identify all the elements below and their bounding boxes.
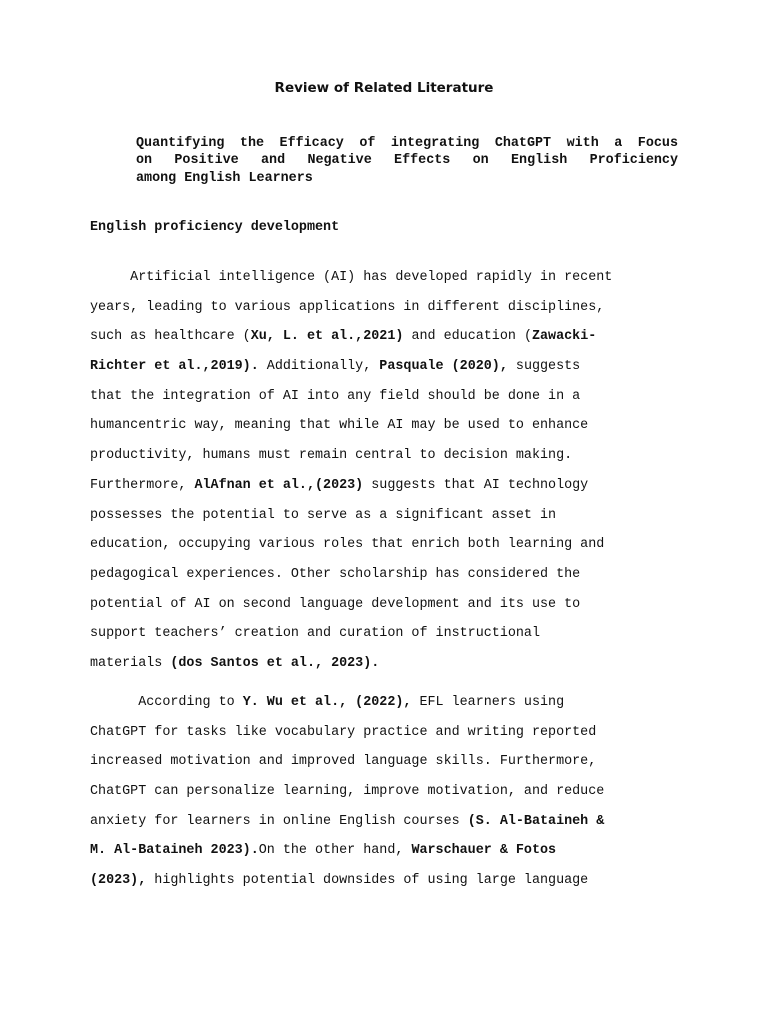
body-text: possesses the potential to serve as a significant asset in <box>90 507 557 523</box>
text-line <box>90 843 690 873</box>
subtitle-line: among English Learners <box>136 170 313 186</box>
body-text: highlights potential downsides of using large language <box>146 873 589 889</box>
body-text: years, leading to various applications in different disciplines, <box>90 299 605 315</box>
body-text: anxiety for learners in online English courses <box>90 813 468 829</box>
citation-text: Y. Wu et al., (2022), <box>242 695 412 710</box>
body-text: pedagogical experiences. Other scholarship has considered the <box>90 566 581 582</box>
body-text: such as healthcare ( <box>90 329 251 345</box>
section-heading: English proficiency development <box>90 220 340 235</box>
body-text: Additionally, <box>258 359 380 375</box>
body-text: and education ( <box>403 329 532 345</box>
citation-text: (S. Al-Bataineh & <box>467 813 605 829</box>
citation-text: (dos Santos et al., 2023). <box>170 655 380 671</box>
body-text: education, occupying various roles that enrich both learning and <box>90 537 605 553</box>
citation-text: AlAfnan et al.,(2023) <box>194 477 364 493</box>
body-text: suggests that AI technology <box>363 477 589 493</box>
citation-text: M. Al-Bataineh 2023). <box>90 843 259 859</box>
citation-text: Richter et al.,2019). <box>90 359 259 375</box>
text-line <box>90 448 690 478</box>
body-text: EFL learners using <box>411 695 565 710</box>
body-text: suggests <box>507 359 581 375</box>
body-text: potential of AI on second language development and its use to <box>90 596 581 612</box>
paper-subtitle <box>136 135 678 187</box>
text-line <box>90 695 690 725</box>
subtitle-line: on Positive and Negative Effects on English Proficiency <box>136 153 678 169</box>
body-text: that the integration of AI into any field should be done in a <box>90 388 581 404</box>
text-line <box>90 725 690 755</box>
body-text: According to <box>90 695 243 710</box>
text-line <box>90 359 690 389</box>
text-line <box>90 567 690 597</box>
citation-text: Xu, L. et al.,2021) <box>250 329 404 345</box>
body-text: support teachers’ creation and curation of instructional <box>90 626 540 642</box>
citation-text: (2023), <box>90 873 147 889</box>
body-text: materials <box>90 655 171 671</box>
text-line <box>90 418 690 448</box>
text-line <box>90 754 690 784</box>
paragraph-2 <box>90 695 690 903</box>
text-line <box>90 626 690 656</box>
text-line <box>90 597 690 627</box>
text-line <box>90 329 690 359</box>
body-text: humancentric way, meaning that while AI may be used to enhance <box>90 418 589 434</box>
text-line <box>90 508 690 538</box>
subtitle-line: Quantifying the Efficacy of integrating ChatGPT with a Focus <box>136 136 678 151</box>
body-text: productivity, humans must remain central to decision making. <box>90 448 573 464</box>
citation-text: Zawacki- <box>531 329 597 345</box>
body-text: ChatGPT for tasks like vocabulary practice and writing reported <box>90 724 597 740</box>
text-line <box>90 300 690 330</box>
citation-text: Pasquale (2020), <box>379 359 508 375</box>
paragraph-1 <box>90 270 690 686</box>
body-text: Artificial intelligence (AI) has developed rapidly in recent <box>90 270 613 285</box>
text-line <box>90 478 690 508</box>
text-line <box>90 784 690 814</box>
document-title: Review of Related Literature <box>274 80 494 96</box>
body-text: Furthermore, <box>90 477 195 493</box>
text-line <box>90 873 690 903</box>
body-text: On the other hand, <box>258 843 412 859</box>
body-text: increased motivation and improved language skills. Furthermore, <box>90 754 597 770</box>
text-line <box>90 270 690 300</box>
citation-text: Warschauer & Fotos <box>411 843 557 859</box>
text-line <box>90 814 690 844</box>
text-line <box>90 389 690 419</box>
text-line <box>90 656 690 686</box>
body-text: ChatGPT can personalize learning, improve motivation, and reduce <box>90 784 605 800</box>
text-line <box>90 537 690 567</box>
